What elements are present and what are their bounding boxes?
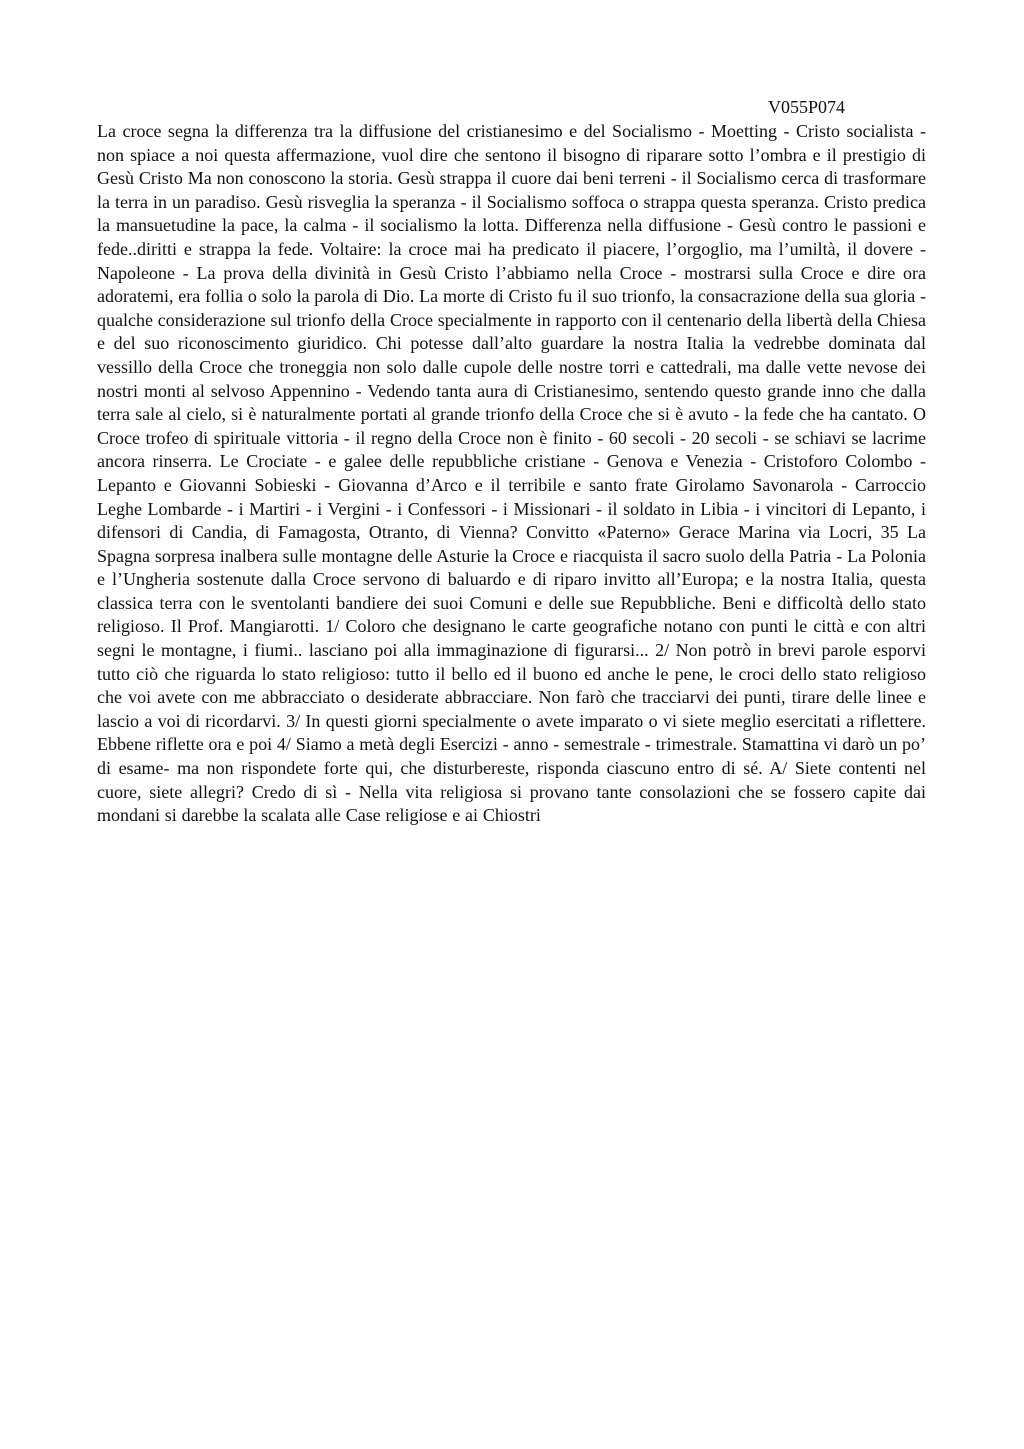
page-code: V055P074	[768, 97, 846, 117]
body-paragraph: La croce segna la differenza tra la diffusione del cristianesimo e del Socialismo - Moetting - Cristo socialista - non spiace a noi questa affermazione, vuol dire che sentono il bisogno di riparare sotto l’ombra e il prestigio di Gesù Cristo Ma non conoscono la storia. Gesù strappa il cuore dai beni terreni - il Socialismo cerca di trasformare la terra in un paradiso. Gesù risveglia la speranza - il Socialismo soffoca o strappa questa speranza. Cristo predica la mansuetudine la pace, la calma - il socialismo la lotta. Differenza nella diffusione - Gesù contro le passioni e fede..diritti e strappa la fede. Voltaire: la croce mai ha predicato il piacere, l’orgoglio, ma l’umiltà, il dovere - Napoleone - La prova della divinità in Gesù Cristo l’abbiamo nella Croce - mostrarsi sulla Croce e dire ora adoratemi, era follia o solo la parola di Dio. La morte di Cristo fu il suo trionfo, la consacrazione della sua gloria - qualche considerazione sul trionfo della Croce specialmente in rapporto con il centenario della libertà della Chiesa e del suo riconoscimento giuridico. Chi potesse dall’alto guardare la nostra Italia la vedrebbe dominata dal vessillo della Croce che troneggia non solo dalle cupole delle nostre torri e cattedrali, ma dalle vette nevose dei nostri monti al selvoso Appennino - Vedendo tanta aura di Cristianesimo, sentendo questo grande inno che dalla terra sale al cielo, si è naturalmente portati al grande trionfo della Croce che si è avuto - la fede che ha cantato. O Croce trofeo di spirituale vittoria - il regno della Croce non è finito - 60 secoli - 20 secoli - se schiavi se lacrime ancora rinserra. Le Crociate - e galee delle repubbliche cristiane - Genova e Venezia - Cristoforo Colombo - Lepanto e Giovanni Sobieski - Giovanna d’Arco e il terribile e santo frate Girolamo Savonarola - Carroccio Leghe Lombarde - i Martiri - i Vergini - i Confessori - i Missionari - il soldato in Libia - i vincitori di Lepanto, i difensori di Candia, di Famagosta, Otranto, di Vienna? Convitto «Paterno» Gerace Marina via Locri, 35 La Spagna sorpresa inalbera sulle montagne delle Asturie la Croce e riacquista il sacro suolo della Patria - La Polonia e l’Ungheria sostenute dalla Croce servono di baluardo e di riparo invitto all’Europa; e la nostra Italia, questa classica terra con le sventolanti bandiere dei suoi Comuni e delle sue Repubbliche. Beni e difficoltà dello stato religioso. Il Prof. Mangiarotti. 1/ Coloro che designano le carte geografiche notano con punti le città e con altri segni le montagne, i fiumi.. lasciano poi alla immaginazione di figurarsi... 2/ Non potrò in brevi parole esporvi tutto ciò che riguarda lo stato religioso: tutto il bello ed il buono ed anche le pene, le croci dello stato religioso che voi avete con me abbracciato o desiderate abbracciare. Non farò che tracciarvi dei punti, tirare delle linee e lascio a voi di ricordarvi. 3/ In questi giorni specialmente o avete imparato o vi siete meglio esercitati a riflettere. Ebbene riflette ora e poi 4/ Siamo a metà degli Esercizi - anno - semestrale - trimestrale. Stamattina vi darò un po’ di esame- ma non rispondete forte qui, che disturbereste, risponda ciascuno entro di sé. A/ Siete contenti nel cuore, siete allegri? Credo di sì - Nella vita religiosa si provano tante consolazioni che se fossero capite dai mondani si darebbe la scalata alle Case religiose e ai Chiostri	[97, 121, 927, 826]
